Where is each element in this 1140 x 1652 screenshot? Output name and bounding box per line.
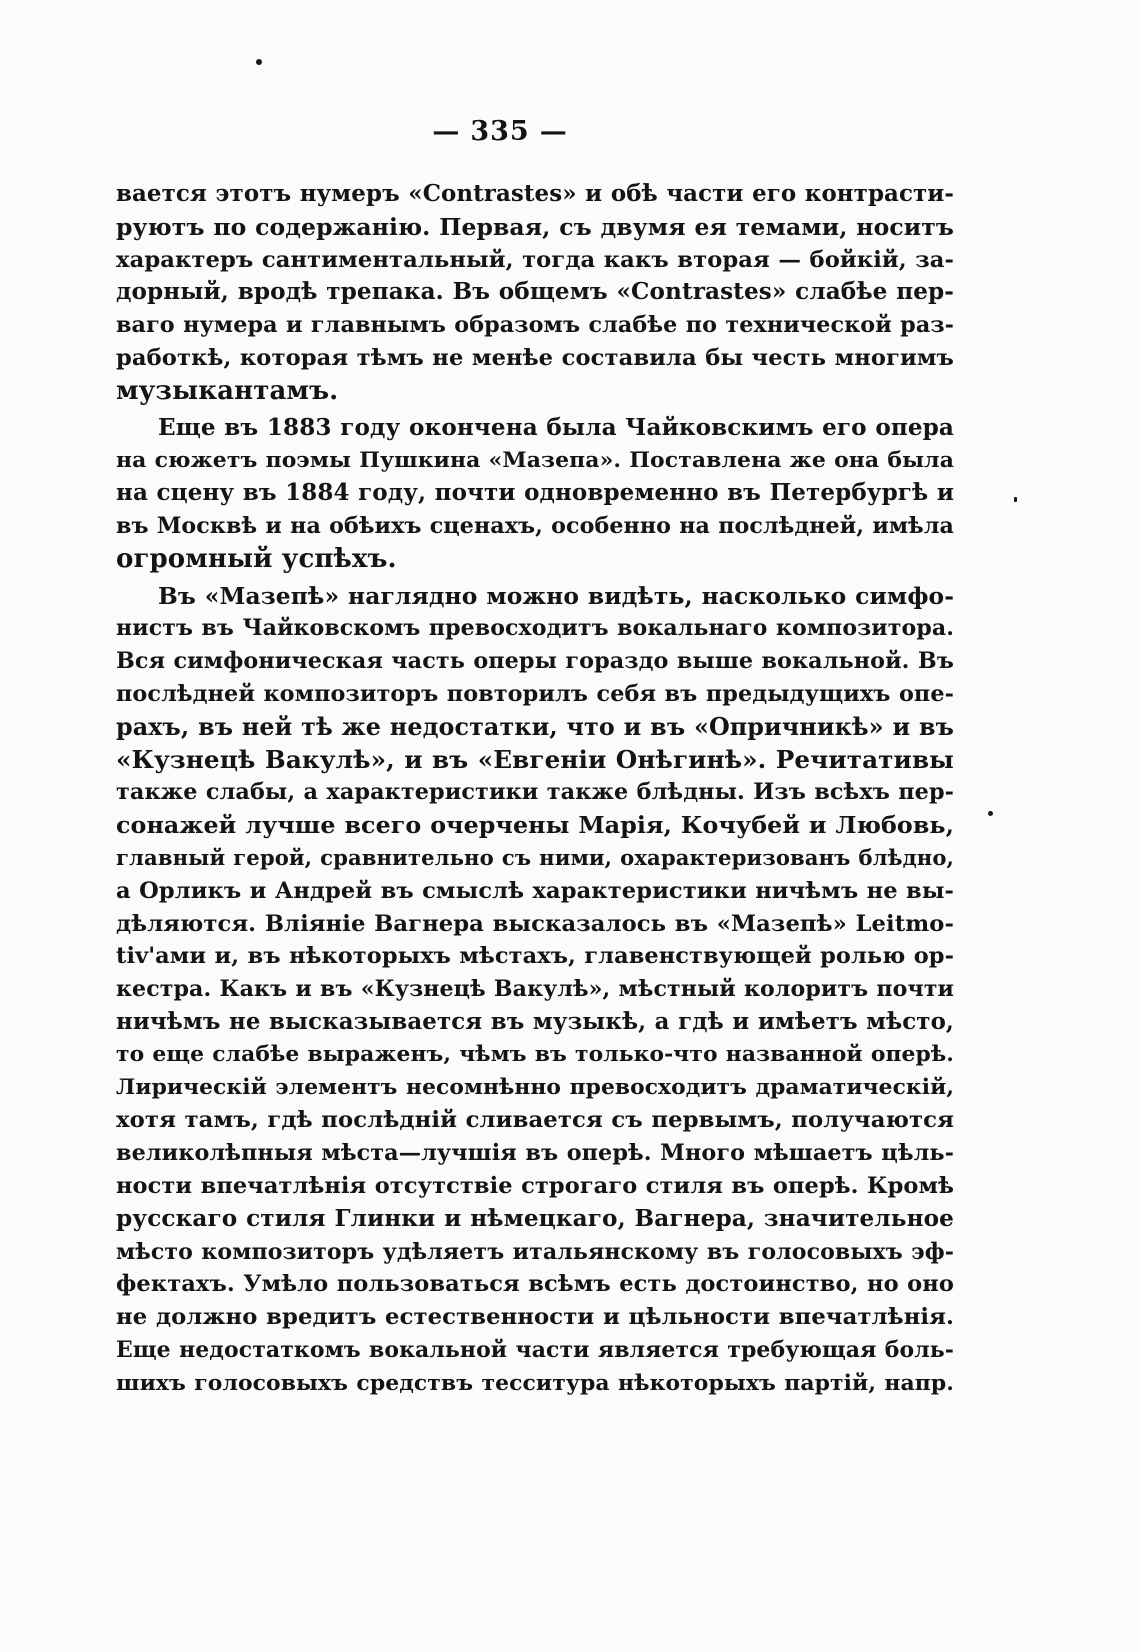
text-line: на сюжетъ поэмы Пушкина «Мазепа». Поставлена же она была xyxy=(116,447,954,474)
printing-speck xyxy=(1014,497,1017,502)
text-line: музыкантамъ. xyxy=(116,375,339,406)
text-line: характеръ сантиментальный, тогда какъ вторая — бойкій, за- xyxy=(116,246,954,273)
text-line: фектахъ. Умѣло пользоваться всѣмъ есть достоинство, но оно xyxy=(116,1271,954,1298)
text-line: шихъ голосовыхъ средствъ тесситура нѣкоторыхъ партій, напр. xyxy=(116,1369,954,1396)
text-line: ничѣмъ не высказывается въ музыкѣ, а гдѣ и имѣетъ мѣсто, xyxy=(116,1008,954,1035)
text-line: въ Москвѣ и на обѣихъ сценахъ, особенно на послѣдней, имѣла xyxy=(116,512,954,539)
printing-speck xyxy=(988,811,993,816)
text-line: послѣдней композиторъ повторилъ себя въ предыдущихъ опе- xyxy=(116,680,954,707)
text-line: дорный, вродѣ трепака. Въ общемъ «Contrastes» слабѣе пер- xyxy=(116,278,954,306)
text-line: дѣляются. Вліяніе Вагнера высказалось въ «Мазепѣ» Leitmo- xyxy=(116,910,954,937)
printing-speck xyxy=(256,59,262,65)
page-number: 335 xyxy=(470,116,530,147)
text-line: Вся симфоническая часть оперы гораздо выше вокальной. Въ xyxy=(116,648,954,675)
header-dash-right: — xyxy=(539,116,568,147)
text-line: не должно вредитъ естественности и цѣльности впечатлѣнія. xyxy=(116,1304,954,1331)
text-line: также слабы, а характеристики также блѣдны. Изъ всѣхъ пер- xyxy=(116,779,954,806)
text-line: на сцену въ 1884 году, почти одновременно въ Петербургѣ и xyxy=(116,479,954,507)
page-number-header xyxy=(0,116,1000,147)
text-line: работкѣ, которая тѣмъ не менѣе составила бы честь многимъ xyxy=(116,344,954,371)
text-line: то еще слабѣе выраженъ, чѣмъ въ только-что названной оперѣ. xyxy=(116,1041,954,1067)
text-line: русскаго стиля Глинки и нѣмецкаго, Вагнера, значительное xyxy=(116,1204,954,1232)
header-dash-left: — xyxy=(432,116,461,147)
text-line: «Кузнецѣ Вакулѣ», и въ «Евгеніи Онѣгинѣ». Речитативы xyxy=(116,744,954,774)
text-line: Еще недостаткомъ вокальной части является требующая боль- xyxy=(116,1336,954,1363)
text-line: вается этотъ нумеръ «Contrastes» и обѣ части его контрасти- xyxy=(116,180,954,207)
text-line: ности впечатлѣнія отсутствіе строгаго стиля въ оперѣ. Кромѣ xyxy=(116,1172,954,1199)
text-line: Еще въ 1883 году окончена была Чайковскимъ его опера xyxy=(158,413,954,441)
text-line: руютъ по содержанію. Первая, съ двумя ея темами, носитъ xyxy=(116,212,954,241)
text-line: кестра. Какъ и въ «Кузнецѣ Вакулѣ», мѣстный колоритъ почти xyxy=(116,976,954,1003)
text-line: Въ «Мазепѣ» наглядно можно видѣть, насколько симфо- xyxy=(158,581,954,610)
text-line: нистъ въ Чайковскомъ превосходитъ вокальнаго композитора. xyxy=(116,615,954,642)
text-line: сонажей лучше всего очерчены Марія, Кочубей и Любовь, xyxy=(116,811,954,840)
text-line: огромный успѣхъ. xyxy=(116,543,397,574)
text-line: хотя тамъ, гдѣ послѣдній сливается съ первымъ, получаются xyxy=(116,1107,954,1134)
text-line: мѣсто композиторъ удѣляетъ итальянскому въ голосовыхъ эф- xyxy=(116,1238,954,1265)
text-line: ваго нумера и главнымъ образомъ слабѣе по технической раз- xyxy=(116,312,954,339)
text-line: tiv'ами и, въ нѣкоторыхъ мѣстахъ, главенствующей ролью ор- xyxy=(116,943,954,970)
text-line: Лирическій элементъ несомнѣнно превосходитъ драматическій, xyxy=(116,1074,954,1100)
text-line: великолѣпныя мѣста—лучшія въ оперѣ. Много мѣшаетъ цѣль- xyxy=(116,1140,954,1167)
text-line: а Орликъ и Андрей въ смыслѣ характеристики ничѣмъ не вы- xyxy=(116,877,954,904)
text-line: рахъ, въ ней тѣ же недостатки, что и въ «Опричникѣ» и въ xyxy=(116,712,954,741)
body-text xyxy=(116,178,954,1399)
text-line: главный герой, сравнительно съ ними, охарактеризованъ блѣдно, xyxy=(116,844,954,870)
